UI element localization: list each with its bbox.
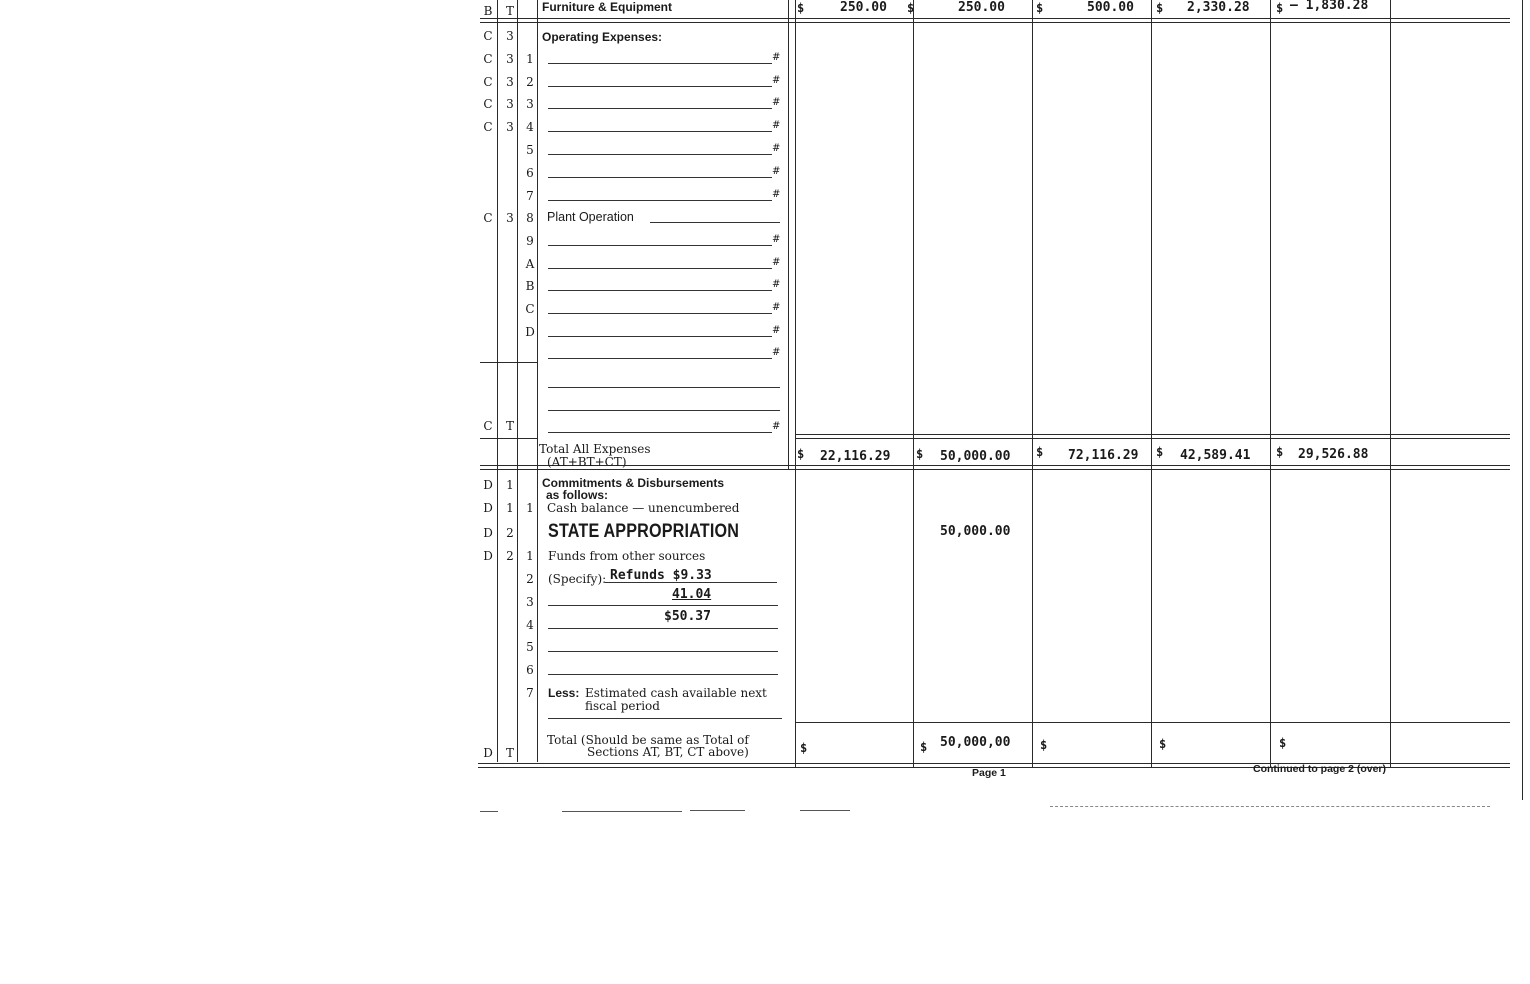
code-cell: 1 [506,478,514,492]
entry-line [605,582,777,583]
code-cell: C [483,52,493,66]
code-cell: 7 [526,686,534,700]
code-cell: D [483,549,493,563]
state-appropriation-amount: 50,000.00 [940,524,1011,539]
commitments-total-amount: 50,000,00 [940,735,1011,750]
code-cell: B [483,4,493,18]
entry-line [548,177,772,178]
hash-mark: # [772,97,781,108]
code-cell: 1 [526,501,534,515]
entry-line [548,387,780,388]
currency-sign: $ [907,1,915,15]
hash-mark: # [772,257,781,268]
grid-line [517,0,518,762]
code-cell: 2 [506,549,514,563]
code-cell: D [483,478,493,492]
grid-line [1151,0,1152,768]
grid-line [1270,0,1271,768]
code-cell: 3 [526,595,534,609]
less-text: fiscal period [585,699,660,713]
code-cell: C [483,75,493,89]
grid-line [497,0,498,762]
amount-cell: 29,526.88 [1298,447,1369,462]
code-cell: 2 [526,572,534,586]
grid-line [913,0,914,768]
grid-line [1390,0,1391,768]
rule-double [480,18,1510,23]
code-cell: C [483,120,493,134]
entry-line [548,290,772,291]
hash-mark: # [772,302,781,313]
grid-line [537,0,538,762]
entry-line [548,651,778,652]
code-cell: D [483,501,493,515]
currency-sign: $ [1036,445,1044,459]
currency-sign: $ [1276,445,1284,459]
code-cell: 2 [526,75,534,89]
code-cell: C [525,302,535,316]
entry-line [548,63,772,64]
entry-line [548,358,772,359]
scan-mark [480,811,498,812]
code-cell: D [483,746,493,760]
code-cell: A [525,257,535,271]
currency-sign: $ [916,447,924,461]
hash-mark: # [772,421,781,432]
hash-mark: # [772,52,781,63]
hash-mark: # [772,166,781,177]
entry-line [548,628,778,629]
entry-line [548,268,772,269]
section-heading: Operating Expenses: [542,30,663,44]
code-cell: 3 [506,120,514,134]
rule [795,722,1510,723]
code-cell: 1 [506,501,514,515]
hash-mark: # [772,234,781,245]
funds-other-label: Funds from other sources [548,549,706,563]
row-label: (AT+BT+CT) [547,455,627,469]
scan-mark [1050,806,1490,807]
currency-sign: $ [1036,1,1044,15]
grid-line [1032,0,1033,768]
entry-line [548,718,782,719]
entry-line [548,432,772,433]
entry-line [548,336,772,337]
code-cell: 3 [526,97,534,111]
code-cell: 1 [526,549,534,563]
code-cell: 3 [506,52,514,66]
amount-cell: 250.00 [958,0,1005,15]
scan-mark [562,811,682,812]
less-text: Estimated cash available next [585,686,767,700]
code-cell: T [505,746,514,760]
scan-mark [800,810,850,811]
entry-line [548,605,778,606]
code-cell: C [483,419,493,433]
page-number: Page 1 [972,767,1006,779]
scan-mark [690,810,745,811]
code-cell: 6 [526,663,534,677]
currency-sign: $ [1156,1,1164,15]
code-cell: C [483,97,493,111]
entry-line [548,86,772,87]
code-cell: B [525,279,535,293]
entry-line [650,222,780,223]
refund-total-entry: $50.37 [664,609,711,624]
currency-sign: $ [1279,736,1287,750]
state-appropriation-label: STATE APPROPRIATION [548,521,740,542]
code-cell: 1 [526,52,534,66]
entry-line [548,410,780,411]
currency-sign: $ [797,1,805,15]
currency-sign: $ [1156,445,1164,459]
entry-line [548,200,772,201]
rule [480,438,538,439]
code-cell: 4 [526,120,534,134]
code-cell: 4 [526,618,534,632]
specify-label: (Specify): [548,572,607,586]
rule-double [480,465,1510,470]
code-cell: C [483,29,493,43]
code-cell: 7 [526,189,534,203]
currency-sign: $ [800,741,808,755]
rule-double [795,434,1510,439]
grid-line [795,0,796,768]
amount-cell: 500.00 [1087,0,1134,15]
total-label: Sections AT, BT, CT above) [587,745,749,759]
grid-line [1522,0,1523,800]
currency-sign: $ [1040,738,1048,752]
code-cell: 5 [526,640,534,654]
code-cell: T [505,4,514,18]
hash-mark: # [772,325,781,336]
hash-mark: # [772,75,781,86]
hash-mark: # [772,347,781,358]
amount-cell: 50,000.00 [940,449,1011,464]
section-heading: as follows: [546,488,609,502]
plant-operation-label: Plant Operation [547,210,634,224]
section-heading: Commitments & Disbursements [542,476,725,490]
code-cell: 3 [506,97,514,111]
entry-line [548,154,772,155]
amount-cell: 22,116.29 [820,449,891,464]
cash-balance-label: Cash balance — unencumbered [547,501,740,515]
grid-line [788,0,789,470]
code-cell: D [483,526,493,540]
code-cell: 8 [526,211,534,225]
amount-cell: — 1,830.28 [1290,0,1369,13]
entry-line [548,131,772,132]
refund-amount-entry: 41.04 [672,587,712,602]
code-cell: 5 [526,143,534,157]
entry-line [548,313,772,314]
code-cell: 3 [506,75,514,89]
less-label: Less: [548,686,580,700]
amount-cell: 42,589.41 [1180,448,1251,463]
code-cell: T [505,419,514,433]
currency-sign: $ [797,447,805,461]
continued-note: Continued to page 2 (over) [1253,763,1387,775]
entry-line [548,674,778,675]
hash-mark: # [772,143,781,154]
currency-sign: $ [1276,1,1284,15]
row-label: Furniture & Equipment [542,0,672,14]
hash-mark: # [772,120,781,131]
amount-cell: 2,330.28 [1187,0,1250,15]
code-cell: 3 [506,29,514,43]
currency-sign: $ [920,740,928,754]
code-cell: 2 [506,526,514,540]
entry-line [548,108,772,109]
currency-sign: $ [1159,737,1167,751]
refunds-entry: Refunds $9.33 [610,568,712,583]
amount-cell: 72,116.29 [1068,448,1139,463]
code-cell: 9 [526,234,534,248]
code-cell: 3 [506,211,514,225]
total-label: Total (Should be same as Total of [547,733,749,747]
entry-line [548,245,772,246]
hash-mark: # [772,189,781,200]
code-cell: C [483,211,493,225]
row-label: Total All Expenses [539,442,651,456]
code-cell: 6 [526,166,534,180]
rule [480,362,538,363]
code-cell: D [525,325,535,339]
amount-cell: 250.00 [840,0,887,15]
hash-mark: # [772,279,781,290]
